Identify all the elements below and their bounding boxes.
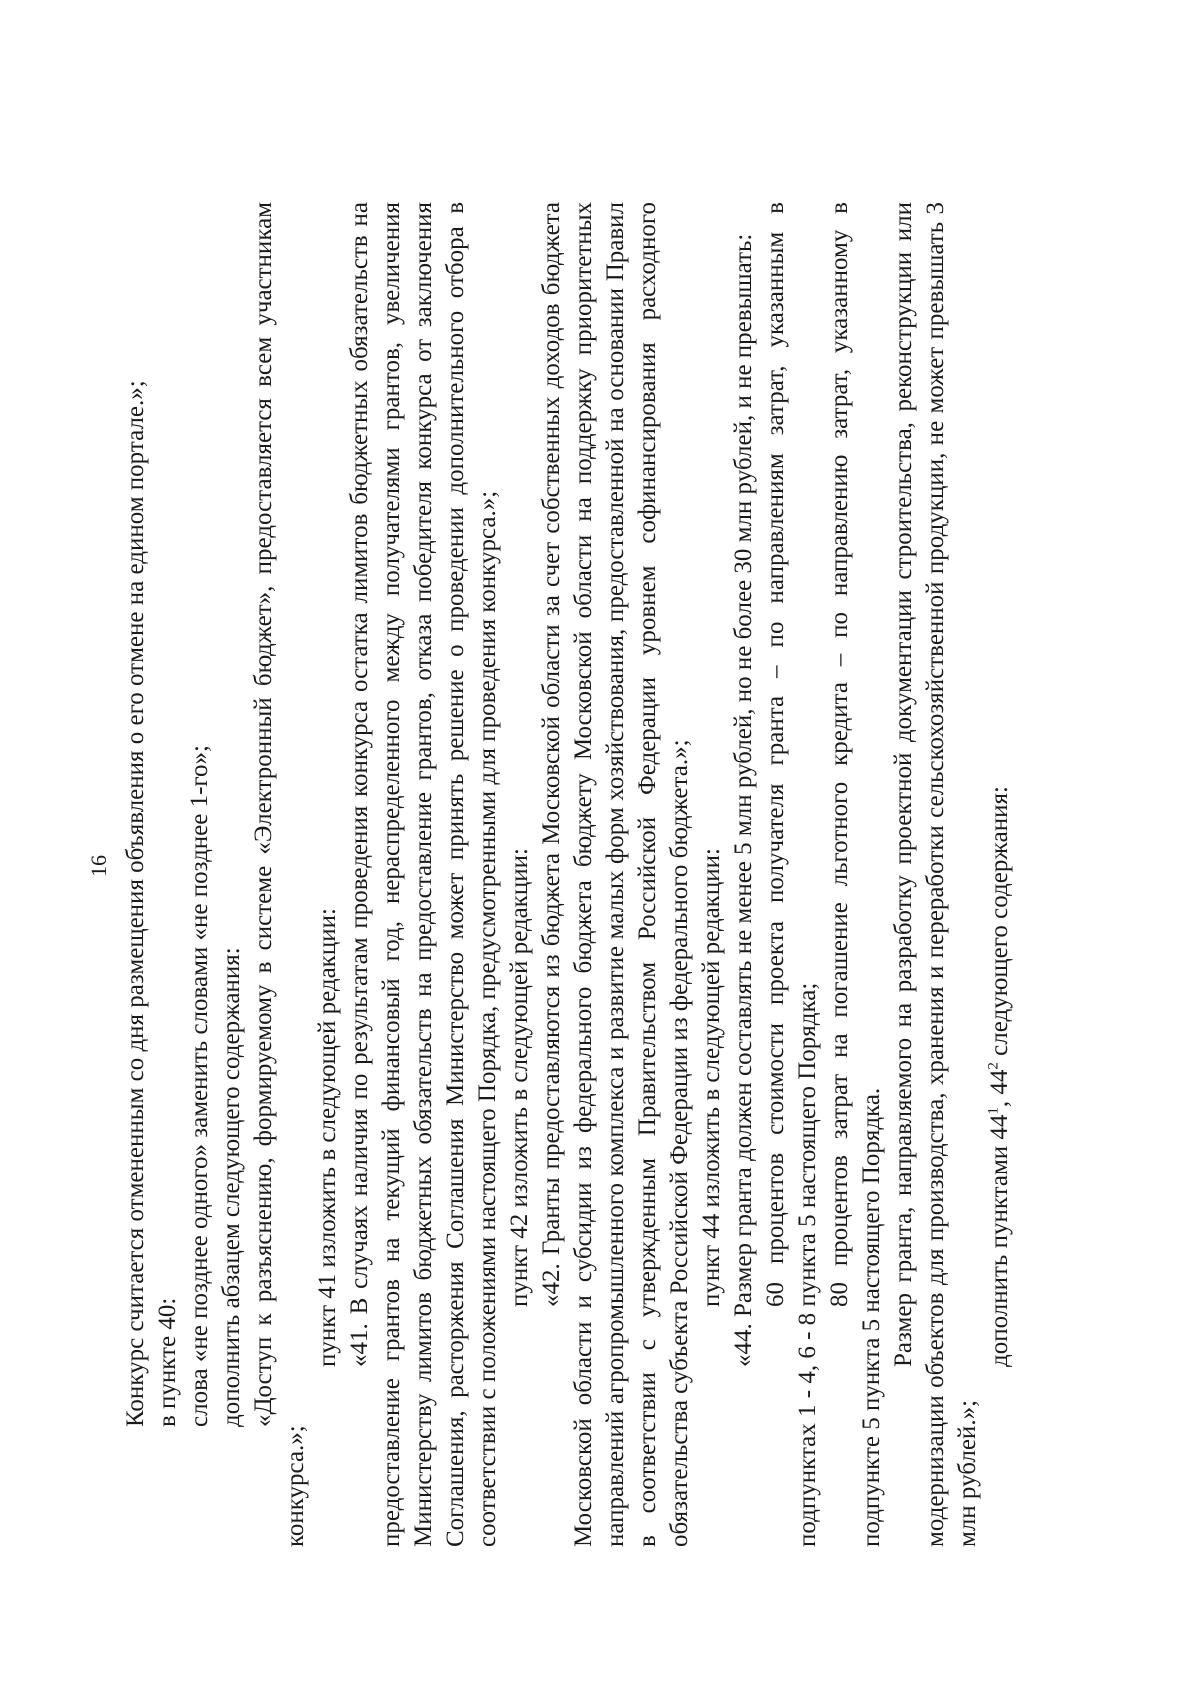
paragraph: пункт 44 изложить в следующей редакции: [698, 848, 725, 1307]
paragraph: Размер гранта, направляемого на разработку проектной документации строительства, реконструкции или модернизации объектов для производства, хранения и переработки сельскохозяйственной продукции, не может превышать 3 млн рублей.»; [890, 202, 981, 1547]
paragraph: «Доступ к разъяснению, формируемому в системе «Электронный бюджет», предоставляется всем участникам конкурса.»; [250, 202, 309, 1547]
text-fragment: дополнить пунктами 44 [986, 1114, 1013, 1367]
paragraph-last [984, 202, 1016, 1547]
paragraph: «44. Размер гранта должен составлять не менее 5 млн рублей, но не более 30 млн рублей, и не превышать: [730, 233, 757, 1367]
superscript: 1 [985, 1107, 1002, 1115]
paragraph: «42. Гранты предоставляются из бюджета Московской области за счет собственных доходов бюджета Московской области и субсидии из федерального бюджета бюджету Московской области на поддержку приоритетных направлений агропромышленного комплекса и развитие малых форм хозяйствования, предоставленной на основании Правил в соответствии с утвержденным Правительством Российской Федерации уровнем софинансирования расходного обязательства субъекта Российской Федерации из федерального бюджета.»; [538, 202, 693, 1547]
page-number: 16 [86, 855, 111, 877]
document-body [120, 202, 1016, 1547]
paragraph: «41. В случаях наличия по результатам проведения конкурса остатка лимитов бюджетных обязательств на предоставление грантов на текущий финансовый год, нераспределенного между получателями грантов, увеличения Министерству лимитов бюджетных обязательств на предоставление грантов, отказа победителя конкурса от заключения Соглашения, расторжения Соглашения Министерство может принять решение о проведении дополнительного отбора в соответствии с положениями настоящего Порядка, предусмотренными для проведения конкурса.»; [346, 202, 501, 1547]
paragraph: пункт 41 изложить в следующей редакции: [314, 908, 341, 1367]
paragraph: 60 процентов стоимости проекта получателя гранта – по направлениям затрат, указанным в подпунктах 1 - 4, 6 - 8 пункта 5 настоящего Порядка; [762, 202, 821, 1547]
text-fragment: следующего содержания: [986, 786, 1013, 1063]
paragraph: в пункте 40: [154, 1297, 181, 1427]
paragraph: пункт 42 изложить в следующей редакции: [506, 848, 533, 1307]
paragraph: дополнить абзацем следующего содержания: [218, 947, 245, 1427]
paragraph: Конкурс считается отмененным со дня размещения объявления о его отмене на едином портале.»; [122, 380, 149, 1427]
text-fragment: , 44 [986, 1069, 1013, 1108]
paragraph: 80 процентов затрат на погашение льготного кредита – по направлению затрат, указанному в подпункте 5 пункта 5 настоящего Порядка. [826, 202, 885, 1547]
paragraph: слова «не позднее одного» заменить словами «не позднее 1-го»; [186, 744, 213, 1427]
superscript: 2 [985, 1062, 1002, 1070]
